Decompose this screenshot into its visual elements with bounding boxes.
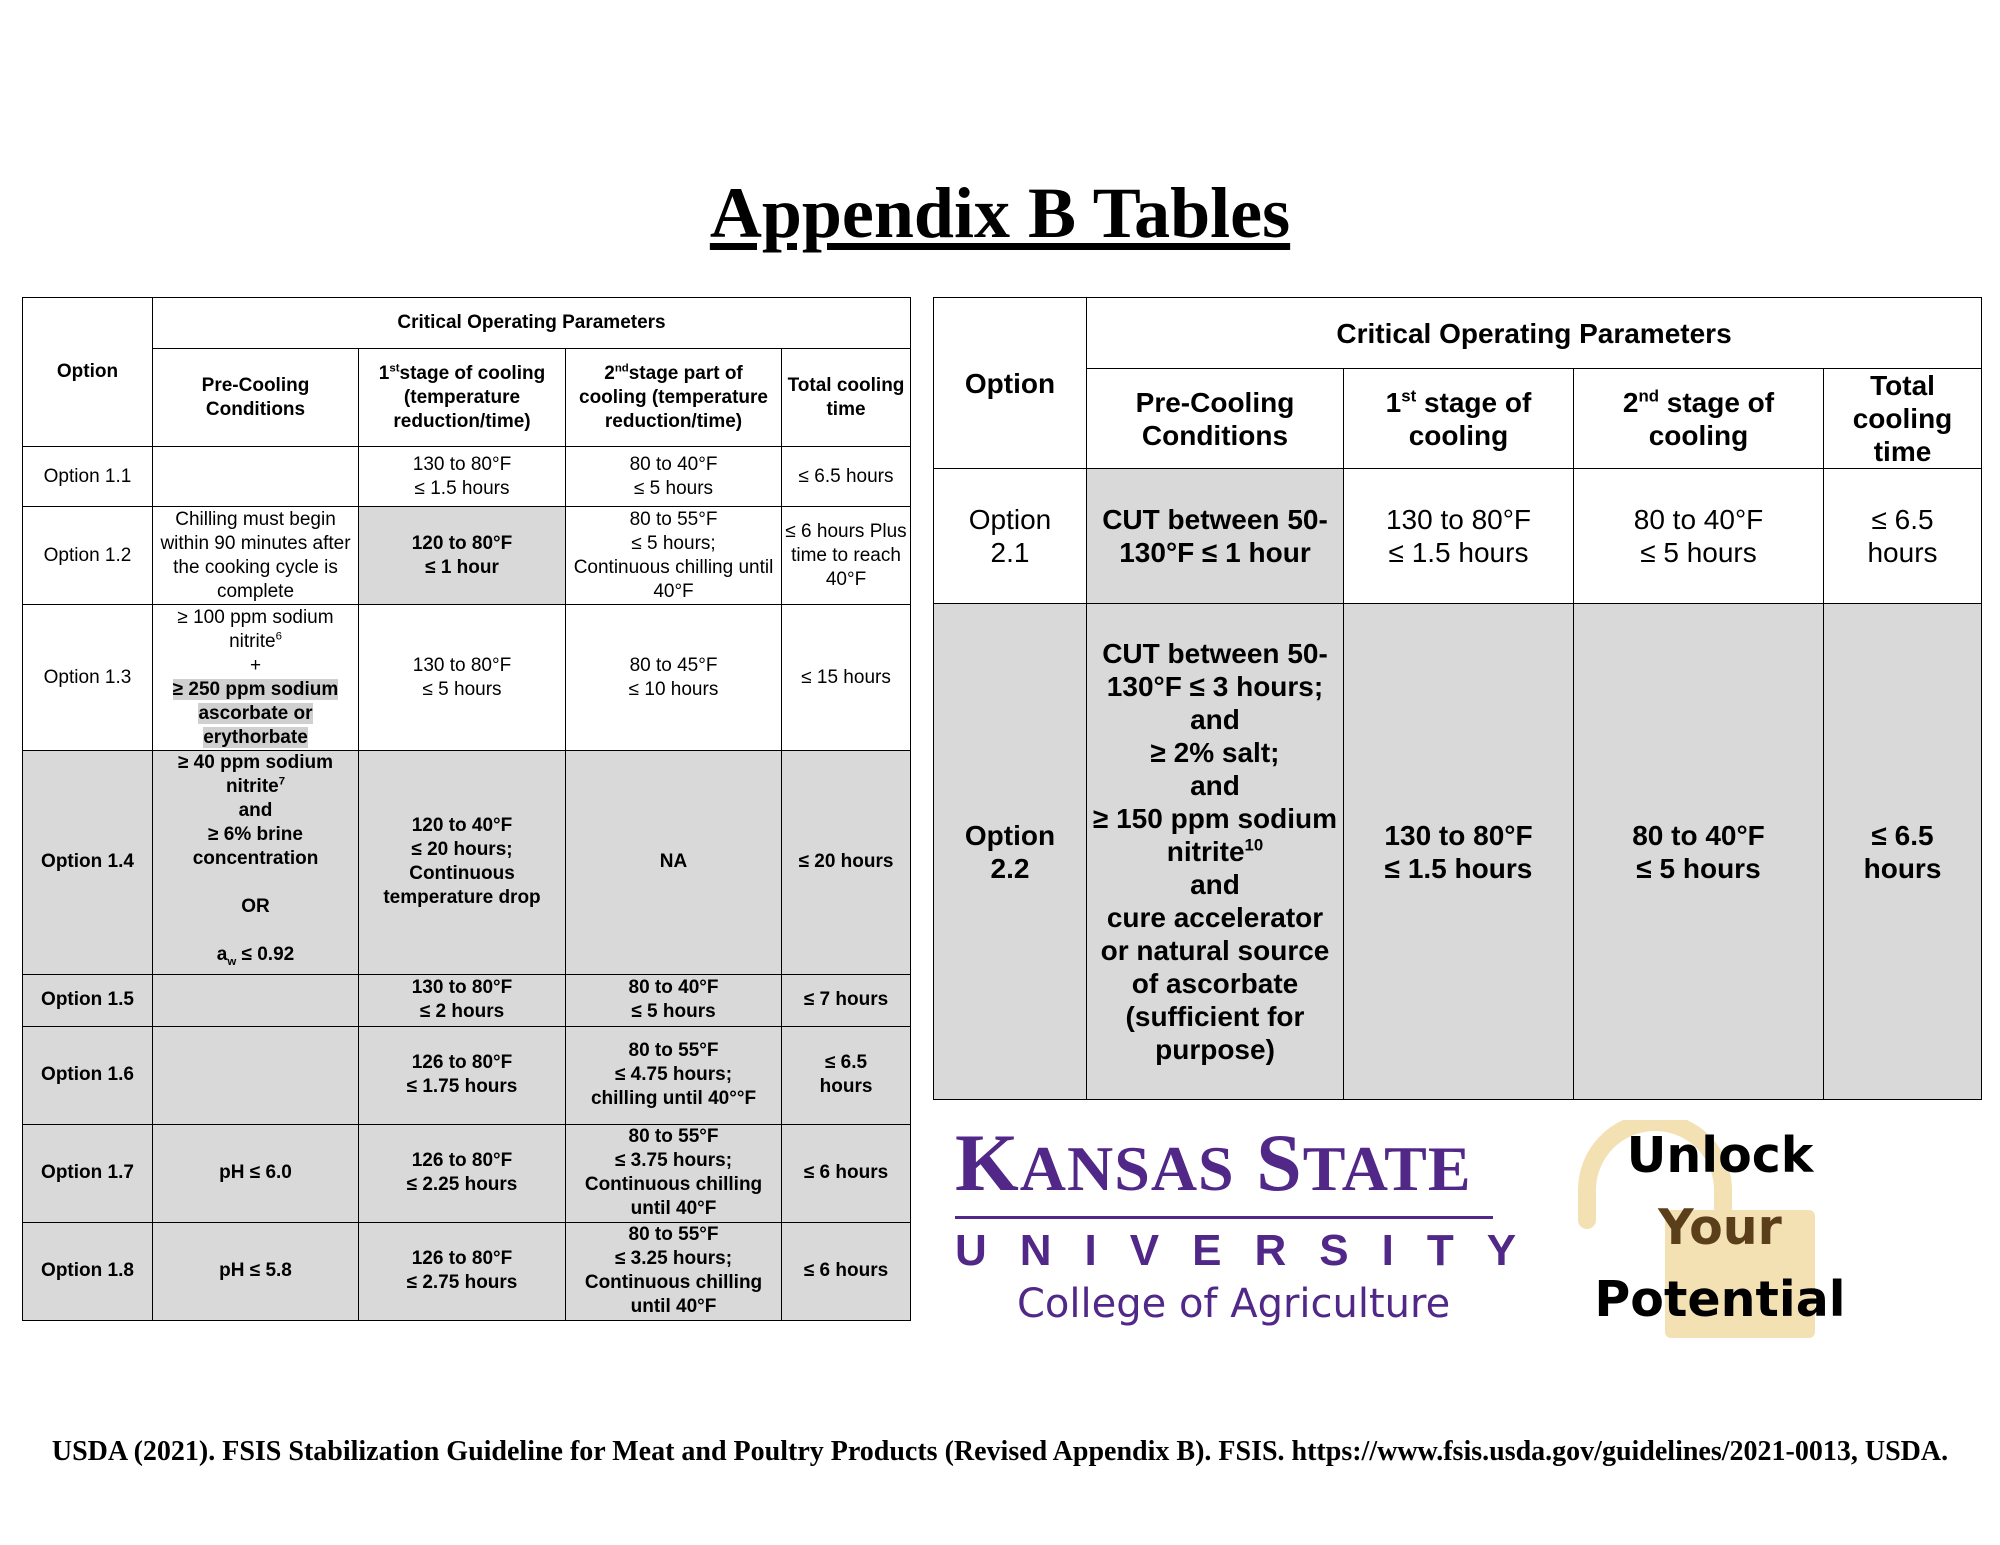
stage1-cell: 126 to 80°F ≤ 2.25 hours xyxy=(359,1124,566,1222)
header-critical-operating-parameters: Critical Operating Parameters xyxy=(153,298,911,349)
header-stage-2: 2nd stage of cooling xyxy=(1574,369,1824,469)
option-label: Option 1.2 xyxy=(23,507,153,605)
stabilization-table-option-2 xyxy=(933,297,1982,1100)
header-total-cooling-time: Total cooling time xyxy=(1824,369,1982,469)
table-row xyxy=(934,469,1982,604)
stage1-cell: 130 to 80°F ≤ 2 hours xyxy=(359,974,566,1026)
header-critical-operating-parameters: Critical Operating Parameters xyxy=(1087,298,1982,369)
total-cell: ≤ 6.5 hours xyxy=(782,1026,911,1124)
pre-cooling-cell xyxy=(153,974,359,1026)
stage1-cell: 130 to 80°F ≤ 5 hours xyxy=(359,605,566,751)
stage2-cell: 80 to 55°F ≤ 5 hours; Continuous chilling until 40°F xyxy=(566,507,782,605)
header-pre-cooling: Pre-Cooling Conditions xyxy=(1087,369,1344,469)
total-cell: ≤ 6.5 hours xyxy=(1824,604,1982,1100)
stage2-cell: 80 to 55°F ≤ 4.75 hours; chilling until 40°°F xyxy=(566,1026,782,1124)
stage2-cell: 80 to 55°F ≤ 3.75 hours; Continuous chilling until 40°F xyxy=(566,1124,782,1222)
option-label: Option 1.8 xyxy=(23,1222,153,1320)
pre-cooling-cell: ≥ 100 ppm sodium nitrite$^6$ + ≥ 250 ppm sodium ascorbate or erythorbate xyxy=(153,605,359,751)
pre-cooling-cell: ≥ 40 ppm sodium nitrite$^7$ and ≥ 6% brine concentration OR $a_w \le 0.92$ xyxy=(153,751,359,975)
stage2-cell: 80 to 40°F ≤ 5 hours xyxy=(1574,604,1824,1100)
kansas-state-logo xyxy=(955,1117,1550,1327)
unlock-your-potential-badge: Unlock Your Potential xyxy=(1594,1127,1846,1328)
option-label: Option 1.6 xyxy=(23,1026,153,1124)
pre-cooling-cell: pH ≤ 6.0 xyxy=(153,1124,359,1222)
table-row xyxy=(934,604,1982,1100)
total-cell: ≤ 6.5 hours xyxy=(1824,469,1982,604)
header-stage-2: 2ndstage part of cooling (temperature reduction/time) xyxy=(566,349,782,447)
total-cell: ≤ 6.5 hours xyxy=(782,447,911,507)
option-label: Option 2.1 xyxy=(934,469,1087,604)
header-option: Option xyxy=(23,298,153,447)
stage2-cell: 80 to 40°F ≤ 5 hours xyxy=(566,447,782,507)
option-label: Option 1.7 xyxy=(23,1124,153,1222)
total-cell: ≤ 6 hours xyxy=(782,1124,911,1222)
stage1-cell: 120 to 80°F ≤ 1 hour xyxy=(359,507,566,605)
logo-divider xyxy=(955,1216,1493,1219)
stage2-cell: 80 to 45°F ≤ 10 hours xyxy=(566,605,782,751)
stage1-cell: 120 to 40°F ≤ 20 hours; Continuous temperature drop xyxy=(359,751,566,975)
pre-cooling-cell: CUT between 50- 130°F ≤ 1 hour xyxy=(1087,469,1344,604)
stage1-cell: 126 to 80°F ≤ 2.75 hours xyxy=(359,1222,566,1320)
pre-cooling-cell xyxy=(153,447,359,507)
pre-cooling-cell: Chilling must begin within 90 minutes after the cooking cycle is complete xyxy=(153,507,359,605)
option-label: Option 2.2 xyxy=(934,604,1087,1100)
stage2-cell: 80 to 55°F ≤ 3.25 hours; Continuous chilling until 40°F xyxy=(566,1222,782,1320)
logo-college: College of Agriculture xyxy=(1017,1281,1451,1327)
citation: USDA (2021). FSIS Stabilization Guideline for Meat and Poultry Products (Revised Appendix B). FSIS. https://www.fsis.usda.gov/guidelines/2021-0013, USDA. xyxy=(51,1436,1949,1467)
table-row xyxy=(23,1222,911,1320)
table-row xyxy=(23,605,911,751)
stabilization-table-option-1 xyxy=(22,297,911,1321)
header-option: Option xyxy=(934,298,1087,469)
pre-cooling-cell: CUT between 50-130°F ≤ 3 hours; and ≥ 2% salt; and ≥ 150 ppm sodium nitrite$^{10}$ and cure accelerator or natural source of ascorbate (sufficient for purpose) xyxy=(1087,604,1344,1100)
stage2-cell: 80 to 40°F ≤ 5 hours xyxy=(566,974,782,1026)
logo-university: UNIVERSITY xyxy=(955,1226,1550,1275)
stage1-cell: 130 to 80°F ≤ 1.5 hours xyxy=(1344,604,1574,1100)
logo-wordmark: KANSAS STATE xyxy=(955,1117,1472,1208)
total-cell: ≤ 6 hours xyxy=(782,1222,911,1320)
header-stage-1: 1st stage of cooling xyxy=(1344,369,1574,469)
pre-cooling-cell: pH ≤ 5.8 xyxy=(153,1222,359,1320)
stage1-cell: 126 to 80°F ≤ 1.75 hours xyxy=(359,1026,566,1124)
total-cell: ≤ 6 hours Plus time to reach 40°F xyxy=(782,507,911,605)
option-label: Option 1.5 xyxy=(23,974,153,1026)
stage2-cell: 80 to 40°F ≤ 5 hours xyxy=(1574,469,1824,604)
total-cell: ≤ 7 hours xyxy=(782,974,911,1026)
table-row xyxy=(23,974,911,1026)
stage1-cell: 130 to 80°F ≤ 1.5 hours xyxy=(1344,469,1574,604)
table-row xyxy=(23,1026,911,1124)
table-row xyxy=(23,751,911,975)
option-label: Option 1.4 xyxy=(23,751,153,975)
pre-cooling-cell xyxy=(153,1026,359,1124)
table-row xyxy=(23,447,911,507)
stage2-cell: NA xyxy=(566,751,782,975)
total-cell: ≤ 15 hours xyxy=(782,605,911,751)
option-label: Option 1.1 xyxy=(23,447,153,507)
table-row xyxy=(23,507,911,605)
page-title: Appendix B Tables xyxy=(709,173,1291,253)
header-stage-1: 1ststage of cooling (temperature reduction/time) xyxy=(359,349,566,447)
option-label: Option 1.3 xyxy=(23,605,153,751)
total-cell: ≤ 20 hours xyxy=(782,751,911,975)
header-total-cooling-time: Total cooling time xyxy=(782,349,911,447)
table-row xyxy=(23,1124,911,1222)
stage1-cell: 130 to 80°F ≤ 1.5 hours xyxy=(359,447,566,507)
header-pre-cooling: Pre-Cooling Conditions xyxy=(153,349,359,447)
